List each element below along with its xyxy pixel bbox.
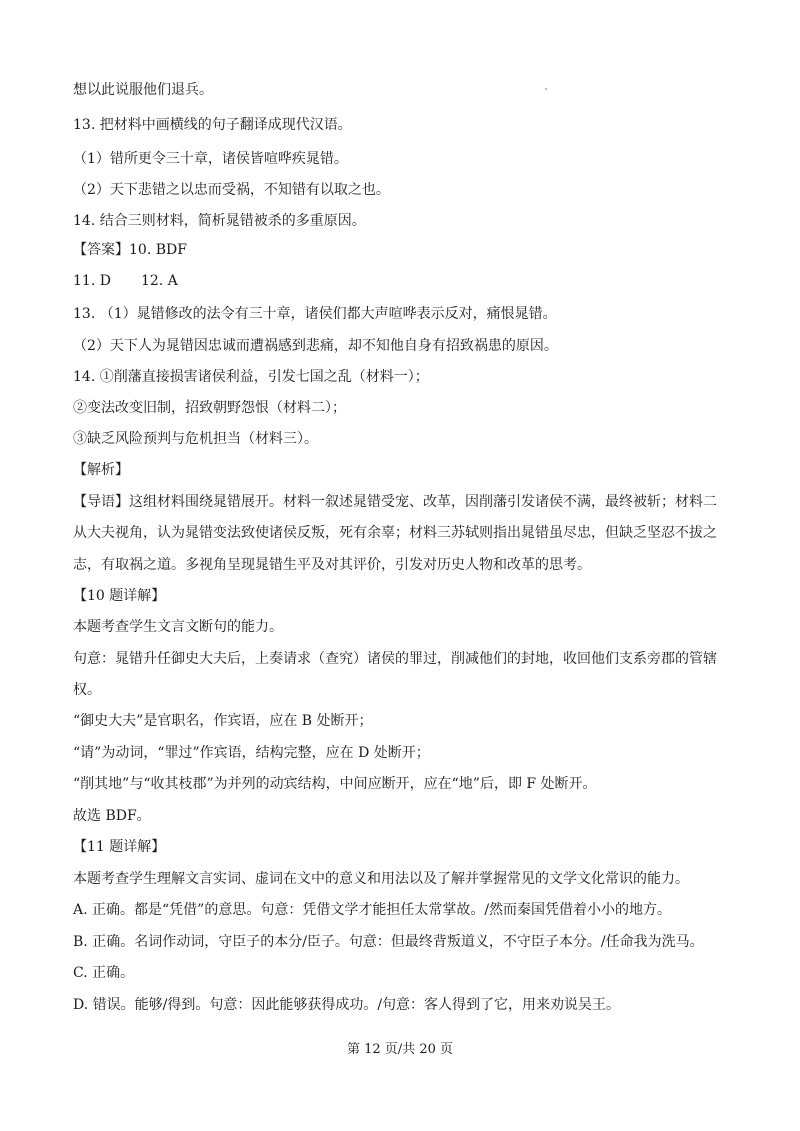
q10-text-line: “削其地”与“收其枝郡”为并列的动宾结构，中间应断开，应在“地”后，即 F 处断开。 bbox=[73, 776, 597, 792]
answer-heading: 【答案】10. BDF bbox=[73, 242, 187, 258]
answer-12: 12. A bbox=[140, 273, 178, 289]
q10-text-line: “御史大夫”是官职名，作宾语，应在 B 处断开； bbox=[73, 713, 373, 729]
answer-13-item-1: 13. （1）晁错修改的法令有三十章，诸侯们都大声喧哗表示反对，痛恨晁错。 bbox=[73, 306, 557, 322]
q10-text-line: 权。 bbox=[73, 682, 101, 698]
answer-14-point-2: ②变法改变旧制，招致朝野怨恨（材料二）； bbox=[73, 400, 346, 416]
answer-14-point-1: 14. ①削藩直接损害诸侯利益，引发七国之乱（材料一）； bbox=[73, 369, 429, 385]
q11-option-d: D. 错误。能够/得到。句意：因此能够获得成功。/句意：客人得到了它，用来劝说吴王。 bbox=[73, 997, 621, 1013]
q10-heading: 【10 题详解】 bbox=[73, 588, 166, 604]
q11-option-a: A. 正确。都是“凭借”的意思。句意：凭借文学才能担任太常掌故。/然而秦国凭借着小小的地方。 bbox=[73, 902, 672, 918]
answer-13-item-2: （2）天下人为晁错因忠诚而遭祸感到悲痛，却不知他自身有招致祸患的原因。 bbox=[73, 338, 558, 354]
q11-text-line: 本题考查学生理解文言实词、虚词在文中的意义和用法以及了解并掌握常见的文学文化常识的能力。 bbox=[73, 871, 689, 887]
answer-11-12 bbox=[73, 271, 740, 291]
intro-paragraph-line: 【导语】这组材料围绕晁错展开。材料一叙述晁错受宠、改革，因削藩引发诸侯不满，最终被斩；材料二 bbox=[73, 494, 717, 510]
q11-heading: 【11 题详解】 bbox=[73, 839, 166, 855]
question-13-item-2: （2）天下悲错之以忠而受祸，不知错有以取之也。 bbox=[73, 182, 390, 198]
question-13: 13. 把材料中画横线的句子翻译成现代汉语。 bbox=[73, 117, 352, 133]
intro-paragraph-line: 从大夫视角，认为晁错变法致使诸侯反叛，死有余辜；材料三苏轼则指出晁错虽尽忠，但缺乏坚忍不拔之 bbox=[73, 525, 717, 541]
q10-text-line: 本题考查学生文言文断句的能力。 bbox=[73, 619, 283, 635]
question-14: 14. 结合三则材料，简析晁错被杀的多重原因。 bbox=[73, 213, 366, 229]
answer-14-point-3: ③缺乏风险预判与危机担当（材料三）。 bbox=[73, 431, 318, 447]
intro-paragraph-line: 志，有取祸之道。多视角呈现晁错生平及对其评价，引发对历史人物和改革的思考。 bbox=[73, 557, 591, 573]
q11-option-c: C. 正确。 bbox=[73, 965, 135, 981]
q10-text-line: 句意：晁错升任御史大夫后，上奏请求（查究）诸侯的罪过，削减他们的封地，收回他们支系旁郡的管辖 bbox=[73, 651, 717, 667]
question-13-item-1: （1）错所更令三十章，诸侯皆喧哗疾晁错。 bbox=[73, 151, 348, 167]
q10-text-line: “请”为动词，“罪过”作宾语，结构完整，应在 D 处断开； bbox=[73, 745, 430, 761]
page-footer: 第 12 页/共 20 页 bbox=[347, 1042, 453, 1057]
answer-11: 11. D bbox=[73, 273, 111, 289]
analysis-heading: 【解析】 bbox=[73, 462, 129, 478]
q10-conclusion: 故选 BDF。 bbox=[73, 808, 151, 824]
q11-option-b: B. 正确。名词作动词，守臣子的本分/臣子。句意：但最终背叛道义，不守臣子本分。/任命我为洗马。 bbox=[73, 934, 704, 950]
text-line: 想以此说服他们退兵。 bbox=[73, 82, 213, 98]
